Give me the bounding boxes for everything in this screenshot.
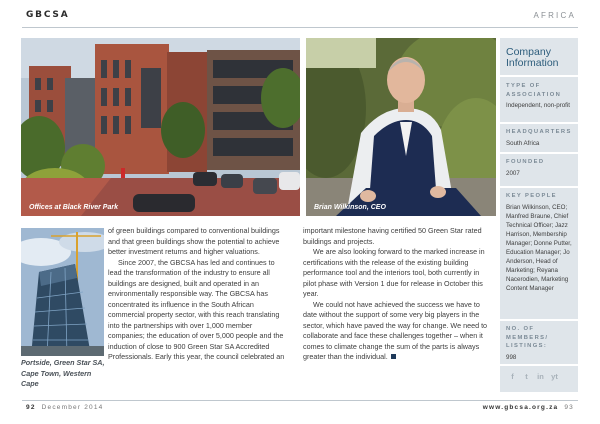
- sidebar-type-section: [506, 82, 574, 110]
- article-paragraph-text: We could not have achieved the success we have to date without the support of some very big players in the sector, which have paved the way for change. We need to collaborate and face these challenges together – when it comes to climate change the sum of the parts is always greater than the individual.: [303, 299, 488, 361]
- article-column-1: [108, 226, 288, 363]
- social-links: [507, 372, 560, 381]
- footer-right: [483, 404, 574, 411]
- sidebar-divider: [500, 364, 578, 366]
- sidebar-people-section: [506, 192, 574, 293]
- sidebar-hq-section: [506, 128, 574, 148]
- article-paragraph: Since 2007, the GBCSA has led and continues to lead the transformation of the industry to ensure all buildings are designed, built and operated in an environmentally responsible way. The GBCSA has concentrated its influence in the South African commercial property sector, with this reach translating into the partnerships with over 1,000 member companies; the education of over 5,000 people and the induction of close to 900 Green Star SA Accredited Professionals. Early this year, the council celebrated an: [108, 257, 285, 361]
- article-paragraph-last: [303, 300, 489, 363]
- sidebar-members-section: [506, 325, 574, 362]
- sidebar-founded-value: 2007: [506, 169, 520, 177]
- sidebar-hq-label: HEADQUARTERS: [506, 129, 572, 135]
- brand-name: GBCSA: [26, 10, 70, 20]
- sidebar-people-value: Brian Wilkinson, CEO; Manfred Braune, Chief Technical Officer; Jazz Harrison, Membership Manager; Donne Putter, Education Manager; Jo Anderson, Head of Marketing; Reyana Nacerodien, Marketing Content Manager: [506, 203, 572, 292]
- article-column-2: [303, 226, 489, 363]
- sidebar-divider: [500, 75, 578, 77]
- sidebar-divider: [500, 122, 578, 124]
- footer-rule: [22, 400, 578, 401]
- sidebar-type-label: TYPE OF ASSOCIATION: [506, 83, 562, 98]
- sidebar-divider: [500, 152, 578, 154]
- header-rule: [22, 8, 578, 28]
- page-number-right: 93: [564, 404, 574, 411]
- sidebar-people-label: KEY PEOPLE: [506, 193, 557, 199]
- article-paragraph: important milestone having certified 50 Green Star rated buildings and projects.: [303, 226, 482, 246]
- sidebar-title: Company Information: [506, 46, 559, 69]
- sidebar-members-value: 998: [506, 353, 517, 361]
- article-paragraph: of green buildings compared to conventional buildings and that green buildings show the potential to achieve better investment returns and higher valuations.: [108, 226, 280, 256]
- building-photo-caption: Offices at Black River Park: [29, 204, 118, 211]
- tower-photo: [21, 228, 104, 356]
- sidebar-founded-label: FOUNDED: [506, 159, 545, 165]
- sidebar-type-value: Independent, non-profit: [506, 102, 570, 109]
- portrait-photo: [306, 38, 496, 216]
- youtube-icon[interactable]: yt: [551, 372, 558, 381]
- region-label: AFRICA: [533, 11, 576, 20]
- issue-date: December 2014: [41, 404, 104, 411]
- end-mark: [391, 354, 396, 359]
- sidebar-divider: [500, 319, 578, 321]
- page-number-left: 92: [26, 404, 36, 411]
- website-url[interactable]: www.gbcsa.org.za: [482, 404, 559, 411]
- sidebar-hq-value: South Africa: [506, 139, 540, 147]
- tower-photo-caption: Portside, Green Star SA, Cape Town, Western Cape: [21, 358, 105, 388]
- sidebar-members-label: NO. OF MEMBERS/ LISTINGS:: [506, 326, 549, 349]
- twitter-icon[interactable]: t: [525, 372, 528, 381]
- sidebar-founded-section: [506, 158, 574, 178]
- facebook-icon[interactable]: f: [511, 372, 514, 381]
- linkedin-icon[interactable]: in: [537, 372, 544, 381]
- footer-left: [26, 404, 104, 411]
- building-photo: [21, 38, 300, 216]
- sidebar-divider: [500, 186, 578, 188]
- article-paragraph: We are also looking forward to the marked increase in certifications with the release of the existing building performance tool and the interiors tool, both currently in pilot phase with Version 1 due for release in October this year.: [303, 247, 485, 298]
- company-info-sidebar: [500, 38, 578, 392]
- portrait-photo-caption: Brian Wilkinson, CEO: [314, 204, 386, 211]
